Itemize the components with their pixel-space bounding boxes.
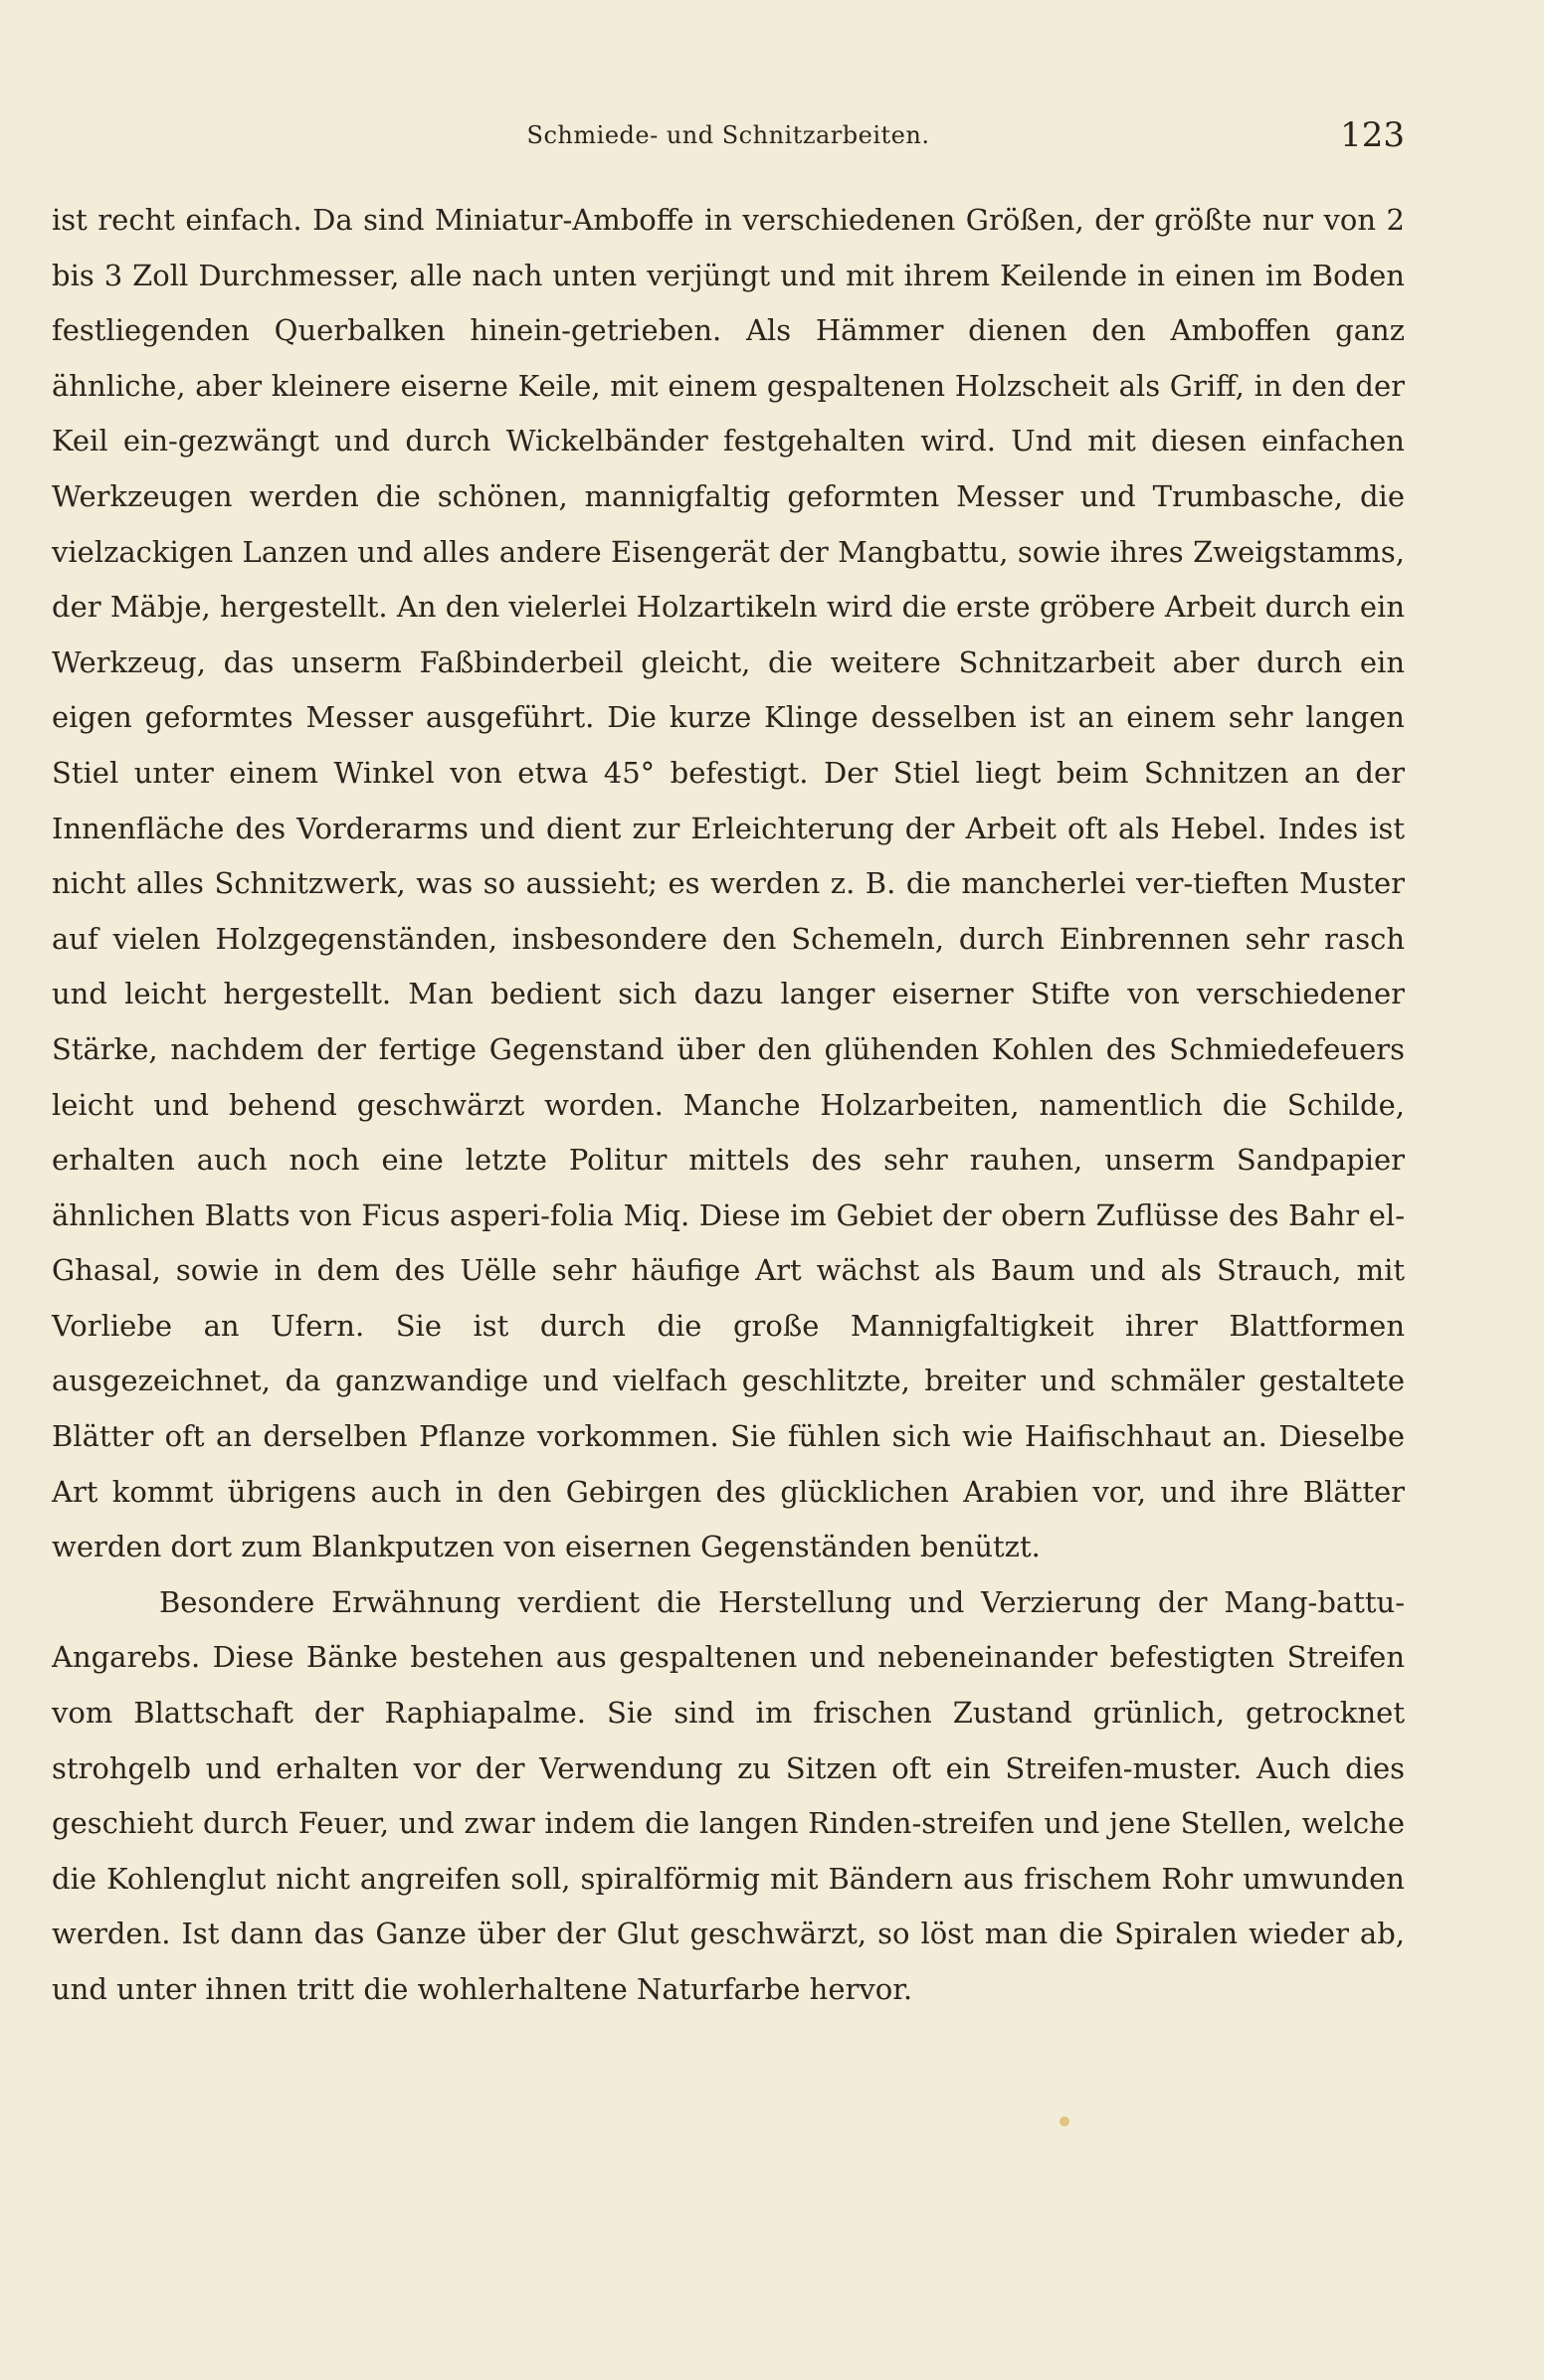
running-title: Schmiede- und Schnitzarbeiten. [526, 121, 930, 149]
book-page [52, 117, 1405, 2018]
running-head [52, 117, 1405, 177]
page-number: 123 [1340, 115, 1405, 155]
paragraph-2: Besondere Erwähnung verdient die Herstellung und Verzierung der Mang-battu-Angarebs. Diese Bänke bestehen aus gespaltenen und nebeneinander befestigten Streifen vom Blattschaft der Raphiapalme. Sie sind im frischen Zustand grünlich, getrocknet strohgelb und erhalten vor der Verwendung zu Sitzen oft ein Streifen-muster. Auch dies geschieht durch Feuer, und zwar indem die langen Rinden-streifen und jene Stellen, welche die Kohlenglut nicht angreifen soll, spiralförmig mit Bändern aus frischem Rohr umwunden werden. Ist dann das Ganze über der Glut geschwärzt, so löst man die Spiralen wieder ab, und unter ihnen tritt die wohlerhaltene Naturfarbe hervor. [52, 1584, 1405, 2006]
body-text [52, 193, 1405, 2018]
paragraph-1: ist recht einfach. Da sind Miniatur-Amboffe in verschiedenen Größen, der größte nur von 2 bis 3 Zoll Durchmesser, alle nach unten verjüngt und mit ihrem Keilende in einen im Boden festliegenden Querbalken hinein-getrieben. Als Hämmer dienen den Amboffen ganz ähnliche, aber kleinere eiserne Keile, mit einem gespaltenen Holzscheit als Griff, in den der Keil ein-gezwängt und durch Wickelbänder festgehalten wird. Und mit diesen einfachen Werkzeugen werden die schönen, mannigfaltig geformten Messer und Trumbasche, die vielzackigen Lanzen und alles andere Eisengerät der Mangbattu, sowie ihres Zweigstamms, der Mäbje, hergestellt. An den vielerlei Holzartikeln wird die erste gröbere Arbeit durch ein Werkzeug, das unserm Faßbinderbeil gleicht, die weitere Schnitzarbeit aber durch ein eigen geformtes Messer ausgeführt. Die kurze Klinge desselben ist an einem sehr langen Stiel unter einem Winkel von etwa 45° befestigt. Der Stiel liegt beim Schnitzen an der Innenfläche des Vorderarms und dient zur Erleichterung der Arbeit oft als Hebel. Indes ist nicht alles Schnitzwerk, was so aussieht; es werden z. B. die mancherlei ver-tieften Muster auf vielen Holzgegenständen, insbesondere den Schemeln, durch Einbrennen sehr rasch und leicht hergestellt. Man bedient sich dazu langer eiserner Stifte von verschiedener Stärke, nachdem der fertige Gegenstand über den glühenden Kohlen des Schmiedefeuers leicht und behend geschwärzt worden. Manche Holzarbeiten, namentlich die Schilde, erhalten auch noch eine letzte Politur mittels des sehr rauhen, unserm Sandpapier ähnlichen Blatts von Ficus asperi-folia Miq. Diese im Gebiet der obern Zuflüsse des Bahr el-Ghasal, sowie in dem des Uëlle sehr häufige Art wächst als Baum und als Strauch, mit Vorliebe an Ufern. Sie ist durch die große Mannigfaltigkeit ihrer Blattformen ausgezeichnet, da ganzwandige und vielfach geschlitzte, breiter und schmäler gestaltete Blätter oft an derselben Pflanze vorkommen. Sie fühlen sich wie Haifischhaut an. Dieselbe Art kommt übrigens auch in den Gebirgen des glücklichen Arabien vor, und ihre Blätter werden dort zum Blankputzen von eisernen Gegenständen benützt. [52, 203, 1405, 1564]
ink-spot [1060, 2116, 1069, 2126]
